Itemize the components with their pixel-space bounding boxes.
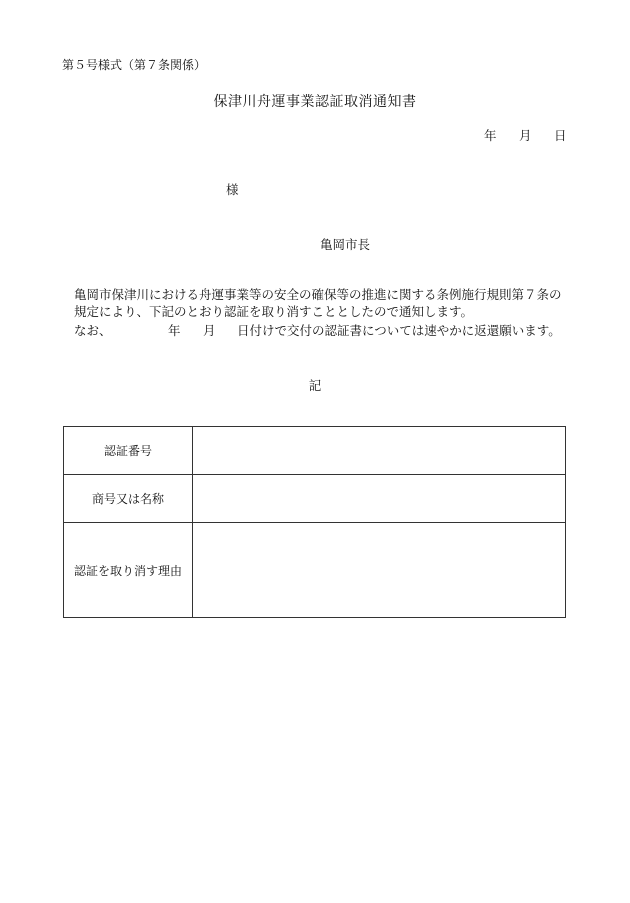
ki-heading: 記 [308, 378, 322, 393]
notice-year-label: 年 [168, 323, 181, 338]
certification-number-field[interactable] [193, 427, 566, 475]
notice-text: 日付けで交付の認証書については速やかに返還願います。 [237, 323, 561, 338]
info-table [63, 426, 566, 618]
sender-name: 亀岡市長 [320, 237, 371, 252]
form-number: 第５号様式（第７条関係） [62, 58, 207, 72]
addressee-honorific: 様 [226, 182, 239, 197]
certification-number-label: 認証番号 [64, 427, 193, 475]
revocation-reason-label: 認証を取り消す理由 [64, 523, 193, 618]
table-row [64, 427, 566, 475]
revocation-reason-field[interactable] [193, 523, 566, 618]
notice-month-label: 月 [203, 323, 216, 338]
document-title: 保津川舟運事業認証取消通知書 [213, 94, 417, 110]
body-paragraph-1: 亀岡市保津川における舟運事業等の安全の確保等の推進に関する条例施行規則第７条の規定により、下記のとおり認証を取り消すこととしたので通知します。 [74, 287, 562, 319]
business-name-field[interactable] [193, 475, 566, 523]
body-paragraph [62, 286, 572, 320]
notice-prefix: なお、 [74, 323, 112, 338]
table-row [64, 475, 566, 523]
business-name-label: 商号又は名称 [64, 475, 193, 523]
date-year-label: 年 [484, 128, 497, 143]
date-day-label: 日 [554, 128, 567, 143]
date-month-label: 月 [519, 128, 532, 143]
table-row [64, 523, 566, 618]
